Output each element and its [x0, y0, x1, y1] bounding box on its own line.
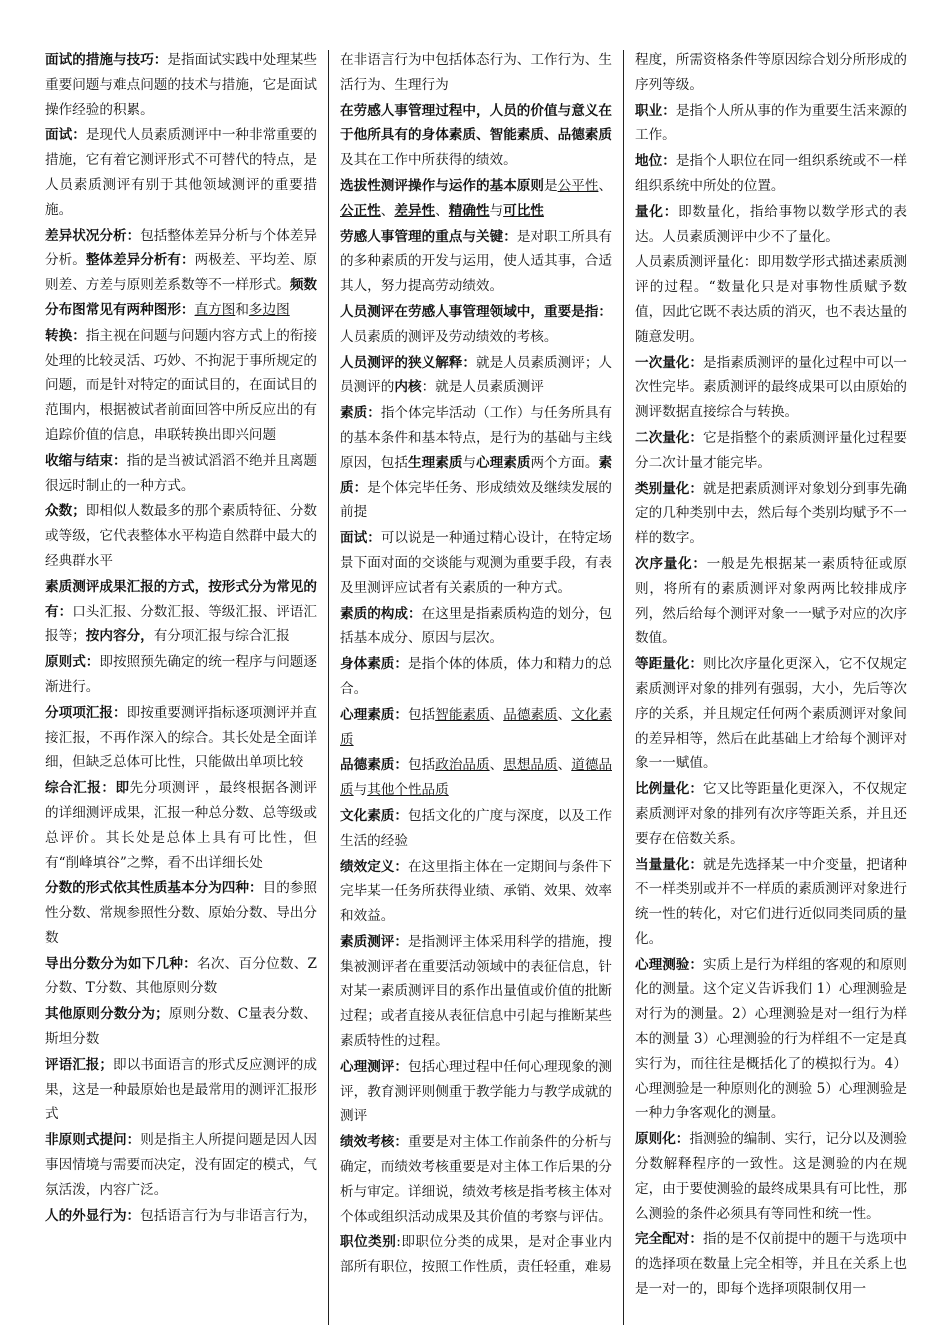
glossary-entry: [340, 174, 612, 224]
entry-term: 差异性: [394, 202, 436, 219]
glossary-entry: [340, 300, 612, 350]
glossary-entry: [635, 48, 907, 98]
entry-text: 政治品质: [435, 757, 490, 774]
entry-text: 是个体完毕任务、形成绩效及继续发展的前提: [340, 479, 612, 521]
entry-term: 心理测评：: [340, 1058, 409, 1075]
glossary-entry: [45, 1128, 317, 1202]
entry-text: 包括心理过程中任何心理现象的测评，教育测评则侧重于教学能力与教学成就的测评: [340, 1058, 612, 1125]
glossary-entry: [45, 1204, 317, 1229]
glossary-entry: [340, 703, 612, 753]
entry-text: 是指个人职位在同一组织系统或不一样组织系统中所处的位置。: [635, 153, 907, 194]
entry-term: 频数分布图常见有两种图形：: [45, 277, 317, 318]
column-divider: [328, 50, 329, 1325]
entry-text: 文化素质: [340, 706, 612, 748]
entry-text: 思想品质: [503, 757, 558, 774]
entry-term: 非原则式提问：: [45, 1132, 141, 1149]
entry-text: 和: [235, 301, 249, 318]
entry-term: 生理素质: [408, 454, 463, 471]
glossary-entry: [340, 1130, 612, 1229]
entry-term: 当量量化：: [635, 856, 704, 873]
entry-term: 职业：: [635, 102, 676, 119]
entry-text: 、: [380, 202, 395, 219]
entry-term: 人员测评在劳感人事管理领域中，重要是指：: [340, 303, 612, 320]
entry-text: 就是人员素质测评；人员测评的: [340, 354, 612, 396]
entry-text: 其他个性品质: [367, 782, 449, 799]
entry-term: 分数的形式依其性质基本分为四种：: [45, 880, 263, 897]
entry-term: 可比性: [503, 202, 544, 219]
glossary-entry: [45, 224, 317, 323]
entry-text: 指的是当被试滔滔不绝并且离题很远时制止的一种方式。: [45, 452, 317, 494]
entry-term: 差异状况分析：: [45, 227, 141, 244]
entry-text: 包括整体差异分析与个体差异分析。: [45, 227, 317, 269]
glossary-entry: [340, 602, 612, 652]
entry-term: 面试的措施与技巧：: [45, 52, 168, 68]
entry-text: 它又比等距量化更深入，不仅规定素质测评对象的排列有次序等距关系，并且还要存在倍数关系。: [635, 781, 907, 847]
entry-text: 有分项汇报与综合汇报: [153, 628, 290, 645]
glossary-entry: [340, 225, 612, 299]
glossary-entry: [635, 477, 907, 551]
entry-term: 原则式：: [45, 654, 100, 671]
glossary-entry: [635, 1127, 907, 1226]
entry-term: 评语汇报；: [45, 1056, 113, 1073]
glossary-entry: [635, 99, 907, 149]
entry-term: 次序量化：: [635, 555, 707, 572]
entry-text: 与: [489, 202, 504, 219]
entry-text: 两个方面。: [530, 454, 599, 471]
entry-text: 智能素质: [435, 706, 490, 723]
entry-text: 多边图: [248, 301, 290, 318]
entry-term: 类别量化：: [635, 480, 704, 497]
entry-text: 即按重要测评指标逐项测评并直接汇报，不再作深入的综合。其长处是全面详细，但缺乏总体可比性，只能做出单项比较: [45, 704, 317, 771]
glossary-entry: [45, 499, 317, 573]
entry-text: 则是指主人所提问题是因人因事因情境与需要而决定，没有固定的模式，气氛活泼，内容广泛。: [45, 1132, 317, 1198]
column-right: [635, 48, 907, 1328]
entry-term: 心理测验：: [635, 956, 704, 973]
entry-term: 绩效定义：: [340, 858, 409, 875]
entry-term: 素质的构成：: [340, 605, 422, 622]
entry-term: 量化：: [635, 203, 679, 220]
entry-term: 整体差异分析有：: [85, 252, 195, 269]
entry-term: 其他原则分数分为；: [45, 1006, 169, 1023]
entry-term: 面试：: [340, 530, 381, 547]
entry-text: 人员素质的测评及劳动绩效的考核。: [340, 328, 558, 345]
entry-text: 包括语言行为与非语言行为，: [140, 1207, 317, 1224]
entry-text: 公平性: [557, 177, 599, 194]
entry-term: 选拔性测评操作与运作的基本原则: [340, 177, 545, 194]
glossary-entry: [340, 48, 612, 98]
glossary-entry: [45, 876, 317, 950]
entry-term: 地位：: [635, 153, 676, 170]
glossary-entry: [45, 324, 317, 448]
entry-text: ：就是人员素质测评: [421, 379, 544, 396]
entry-text: 是: [544, 177, 558, 194]
column-middle: [340, 48, 612, 1328]
entry-text: 、: [557, 706, 572, 723]
entry-text: 指的是不仅前提中的题干与选项中的选择项在数量上完全相等，并且在关系上也是一对一的，即每个选择项限制仅用一: [635, 1231, 907, 1298]
entry-term: 身体素质：: [340, 656, 409, 673]
entry-term: 人的外显行为：: [45, 1207, 141, 1224]
glossary-entry: [45, 123, 317, 222]
glossary-entry: [45, 48, 317, 122]
column-divider: [623, 50, 624, 1325]
glossary-entry: [340, 753, 612, 803]
glossary-entry: [340, 1055, 612, 1129]
glossary-entry: [635, 351, 907, 425]
glossary-entry: [340, 1230, 612, 1280]
entry-term: 素质测评：: [340, 933, 409, 950]
entry-text: 包括: [408, 706, 436, 723]
entry-text: 、: [598, 177, 612, 194]
entry-text: 即数量化，指给事物以数学形式的表达。人员素质测评中少不了量化。: [635, 203, 907, 245]
glossary-entry: [45, 449, 317, 499]
entry-text: 指主视在问题与问题内容方式上的衔接处理的比较灵活、巧妙、不拘泥于事所规定的问题，而是针对特定的面试目的，在面试目的范围内，根据被试者前面回答中所反应出的有追踪价值的信息，串联转换出即兴问题: [45, 327, 317, 443]
entry-term: 人员测评的狭义解释：: [340, 354, 477, 371]
glossary-entry: [45, 650, 317, 700]
entry-text: 则比次序量化更深入，它不仅规定素质测评对象的排列有强弱，大小，先后等次序的关系，并且规定任何两个素质测评对象间的差异相等，然后在此基础上才给每个测评对象一一赋值。: [635, 656, 907, 772]
entry-text: 是指素质测评的量化过程中可以一次性完毕。素质测评的最终成果可以由原始的测评数据直接综合与转换。: [635, 354, 907, 421]
entry-term: 职位类别: [340, 1234, 397, 1251]
entry-text: 即按照预先确定的统一程序与问题逐渐进行。: [45, 654, 317, 695]
entry-term: 内核: [394, 379, 422, 396]
entry-term: 品德素质：: [340, 757, 409, 774]
entry-term: 心理素质：: [340, 706, 409, 723]
glossary-entry: [45, 701, 317, 775]
entry-text: 直方图: [194, 301, 236, 318]
entry-text: 是指测评主体采用科学的措施，搜集被测评者在重要活动领域中的表征信息，针对某一素质测评目的系作出量值或价值的批断过程；或者直接从表征信息中引起与推断某些素质特性的过程。: [340, 933, 612, 1050]
entry-text: 与: [353, 782, 368, 799]
glossary-entry: [635, 250, 907, 349]
entry-term: 众数；: [45, 503, 86, 520]
glossary-entry: [635, 652, 907, 776]
glossary-entry: [340, 930, 612, 1054]
entry-term: 精确性: [448, 202, 490, 219]
entry-term: 绩效考核：: [340, 1134, 409, 1151]
entry-text: 就是把素质测评对象划分到事先确定的几种类别中去，然后每个类别均赋予不一样的数字。: [635, 480, 907, 547]
entry-term: 分项项汇报：: [45, 704, 127, 721]
glossary-entry: [635, 200, 907, 250]
entry-text: 程度，所需资格条件等原因综合划分所形成的序列等级。: [635, 52, 907, 93]
entry-text: 即以书面语言的形式反应测评的成果，这是一种最原始也是最常用的测评汇报形式: [45, 1056, 317, 1123]
entry-text: 与: [462, 454, 477, 471]
glossary-entry: [340, 99, 612, 173]
entry-text: 实质上是行为样组的客观的和原则化的测量。这个定义告诉我们 1）心理测验是对行为的测量。2）心理测验是对一组行为样本的测量 3）心理测验的行为样组不一定是真实行为，而往往是概括化了的模拟行为。4）心理测验是一种原则化的测验 5）心理测验是一种力争客观化的测量。: [635, 956, 907, 1122]
glossary-entry: [635, 1227, 907, 1301]
glossary-entry: [45, 1002, 317, 1052]
entry-term: 二次量化：: [635, 429, 704, 446]
glossary-entry: [340, 401, 612, 525]
entry-text: 在这里是指素质构造的划分，包括基本成分、原因与层次。: [340, 605, 612, 647]
entry-text: 、: [435, 202, 449, 219]
glossary-entry: [340, 855, 612, 929]
entry-term: 劳感人事管理的重点与关键：: [340, 228, 517, 245]
glossary-entry: [635, 853, 907, 952]
entry-text: 名次、百分位数、Z分数、T分数、其他原则分数: [45, 955, 317, 997]
glossary-entry: [45, 952, 317, 1002]
entry-text: 重要是对主体工作前条件的分析与确定，而绩效考核重要是对主体工作后果的分析与审定。详细说，绩效考核是指考核主体对个体或组织活动成果及其价值的考察与评估。: [340, 1134, 612, 1225]
entry-term: 比例量化：: [635, 781, 704, 798]
entry-text: 指个体完毕活动（工作）与任务所具有的基本条件和基本特点，是行为的基础与主线原因，包括: [340, 405, 612, 471]
entry-text: 包括: [408, 757, 436, 774]
entry-term: 完全配对：: [635, 1231, 704, 1248]
entry-text: 人员素质测评量化：即用数学形式描述素质测评的过程。“数量化只是对事物性质赋予数值，因此它既不表达质的消灭，也不表达量的随意发明。: [635, 254, 907, 345]
glossary-entry: [340, 526, 612, 600]
glossary-entry: [635, 777, 907, 851]
entry-term: 公正性: [340, 202, 381, 219]
entry-term: 按内容分，: [85, 628, 154, 645]
entry-text: 两极差、平均差、原则差、方差与原则差系数等不一样形式。: [45, 252, 317, 294]
entry-text: 一般是先根据某一素质特征或原则，将所有的素质测评对象两两比较排成序列，然后给每个测评对象一一赋予对应的次序数值。: [635, 555, 907, 647]
entry-text: 在非语言行为中包括体态行为、工作行为、生活行为、生理行为: [340, 52, 612, 93]
entry-text: 口头汇报、分数汇报、等级汇报、评语汇报等；: [45, 603, 317, 645]
entry-text: 就是先选择某一中介变量，把诸种不一样类别或并不一样质的素质测评对象进行统一性的转化，对它们进行近似同类同质的量化。: [635, 856, 907, 947]
entry-text: 原则分数、C量表分数、斯坦分数: [45, 1006, 317, 1048]
entry-term: 文化素质：: [340, 807, 409, 824]
entry-text: 在这里指主体在一定期间与条件下完毕某一任务所获得业绩、承销、效果、效率和效益。: [340, 858, 612, 925]
entry-term: 等距量化：: [635, 656, 704, 673]
entry-term: 收缩与结束：: [45, 452, 127, 469]
entry-text: 、: [489, 757, 504, 774]
entry-text: 是指面试实践中处理某些重要问题与难点问题的技术与措施，它是面试操作经验的积累。: [45, 52, 317, 118]
entry-text: 包括文化的广度与深度，以及工作生活的经验: [340, 807, 612, 849]
glossary-entry: [635, 149, 907, 199]
entry-text: 即相似人数最多的那个素质特征、分数或等级，它代表整体水平构造自然群中最大的经典群水平: [45, 503, 317, 569]
entry-text: 道德品质: [340, 757, 612, 799]
entry-text: :即职位分类的成果，是对企事业内部所有职位，按照工作性质，责任轻重，难易: [340, 1234, 612, 1276]
entry-text: 先分项测评 ，最终根据各测评的详细测评成果，汇报一种总分数、总等级或总评价。其长处是总体上具有可比性，但有“削峰填谷”之弊，看不出详细长处: [45, 780, 317, 871]
glossary-entry: [340, 351, 612, 401]
entry-text: 可以说是一种通过精心设计，在特定场景下面对面的交谈能与观测为重要手段，有表及里测评应试者有关素质的一种方式。: [340, 530, 612, 596]
entry-text: 、: [489, 706, 504, 723]
glossary-entry: [45, 1053, 317, 1127]
entry-text: 品德素质: [503, 706, 558, 723]
glossary-entry: [340, 652, 612, 702]
glossary-entry: [45, 575, 317, 649]
glossary-entry: [340, 804, 612, 854]
glossary-entry: [635, 552, 907, 651]
entry-term: 一次量化：: [635, 354, 704, 371]
entry-term: 综合汇报：即: [45, 780, 130, 797]
glossary-entry: [635, 953, 907, 1127]
entry-term: 面试：: [45, 127, 86, 144]
entry-text: 是指个体的体质，体力和精力的总合。: [340, 656, 612, 697]
entry-term: 素质：: [340, 405, 381, 422]
entry-text: 是现代人员素质测评中一种非常重要的措施，它有着它测评形式不可替代的特点，是人员素质测评有别于其他领域测评的重要措施。: [45, 127, 317, 218]
entry-term: 心理素质: [476, 454, 531, 471]
glossary-entry: [635, 426, 907, 476]
entry-term: 素质：: [340, 454, 612, 496]
entry-text: 及其在工作中所获得的绩效。: [340, 152, 517, 169]
entry-text: 、: [557, 757, 572, 774]
glossary-entry: [45, 776, 317, 875]
entry-text: 是对职工所具有的多种素质的开发与运用，使人适其事，合适其人，努力提高劳动绩效。: [340, 228, 612, 295]
entry-term: 转换：: [45, 327, 86, 344]
entry-text: 它是指整个的素质测评量化过程要分二次计量才能完毕。: [635, 429, 907, 471]
entry-term: 素质测评成果汇报的方式，按形式分为常见的有：: [45, 578, 317, 620]
entry-text: 是指个人所从事的作为重要生活来源的工作。: [635, 102, 907, 144]
entry-text: 目的参照性分数、常规参照性分数、原始分数、导出分数: [45, 880, 317, 946]
entry-term: 导出分数分为如下几种：: [45, 955, 197, 972]
column-left: [45, 48, 317, 1328]
entry-term: 在劳感人事管理过程中，人员的价值与意义在于他所具有的身体素质、智能素质、品德素质: [340, 102, 612, 144]
entry-term: 原则化：: [635, 1131, 690, 1148]
entry-text: 指测验的编制、实行，记分以及测验分数解释程序的一致性。这是测验的内在规定，由于要使测验的最终成果具有可比性，那么测验的条件必须具有等同性和统一性。: [635, 1131, 907, 1222]
